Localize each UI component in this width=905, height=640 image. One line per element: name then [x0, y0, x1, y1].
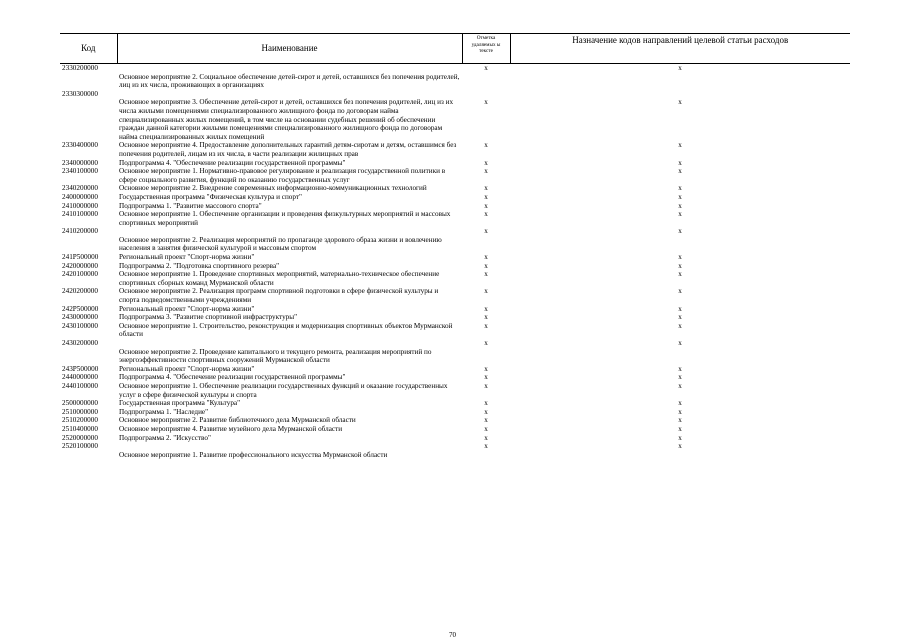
row-flag: x — [484, 304, 488, 313]
row-purpose — [510, 451, 850, 460]
row-purpose: x — [678, 364, 682, 373]
table-row — [60, 236, 850, 253]
row-flag: x — [484, 64, 488, 72]
row-code — [60, 73, 117, 90]
row-flag: x — [484, 253, 488, 262]
page-number: 70 — [449, 631, 456, 639]
row-flag: x — [484, 399, 488, 408]
row-name: Основное мероприятие 1. Обеспечение реализации государственных функций и оказание государственных услуг в сфере физической культуры и спорта — [119, 381, 448, 399]
row-flag: x — [484, 201, 488, 210]
row-code: 2510000000 — [62, 407, 98, 416]
row-flag — [462, 73, 510, 90]
table-row — [60, 202, 850, 211]
table-row — [60, 416, 850, 425]
table-row — [60, 73, 850, 90]
row-flag: x — [484, 416, 488, 425]
table-body — [60, 64, 850, 460]
row-code: 2420200000 — [62, 287, 98, 296]
row-purpose: x — [678, 381, 682, 390]
row-purpose — [510, 348, 850, 365]
table-row — [60, 322, 850, 339]
table-row — [60, 442, 850, 451]
row-purpose: x — [678, 399, 682, 408]
row-flag: x — [484, 287, 488, 296]
row-purpose: x — [678, 253, 682, 262]
row-code: 2410000000 — [62, 201, 98, 210]
row-purpose: x — [678, 261, 682, 270]
row-flag: x — [484, 184, 488, 193]
row-code: 2330400000 — [62, 141, 98, 150]
row-name: Основное мероприятие 4. Предоставление дополнительных гарантий детям-сиротам и детям, оставшимся без попечения родителей, лицам из их числа, в части реализации жилищных прав — [119, 141, 457, 158]
table-row — [60, 287, 850, 304]
table-row — [60, 98, 850, 141]
row-name: Региональный проект "Спорт-норма жизни" — [119, 364, 255, 373]
row-code: 2420100000 — [62, 270, 98, 279]
row-code: 242P500000 — [62, 304, 99, 313]
row-code — [60, 348, 117, 365]
row-purpose: x — [678, 167, 682, 176]
row-purpose: x — [678, 416, 682, 425]
row-flag: x — [484, 261, 488, 270]
row-purpose — [510, 73, 850, 90]
row-code: 2510400000 — [62, 424, 98, 433]
row-name: Государственная программа "Физическая культура и спорт" — [119, 192, 302, 201]
row-code: 241P500000 — [62, 253, 99, 262]
row-purpose — [510, 236, 850, 253]
row-code — [60, 451, 117, 460]
table-row — [60, 313, 850, 322]
row-purpose: x — [678, 339, 682, 347]
row-flag: x — [484, 339, 488, 347]
row-code: 2430200000 — [62, 339, 98, 347]
row-purpose: x — [678, 270, 682, 279]
row-code: 2430000000 — [62, 313, 98, 322]
row-purpose: x — [678, 433, 682, 442]
header-code: Код — [60, 34, 117, 64]
row-purpose: x — [678, 227, 682, 236]
row-name: Основное мероприятие 1. Проведение спортивных мероприятий, материально-техническое обеспечение спортивных сборных команд Мурманской области — [119, 270, 440, 287]
row-flag: x — [484, 167, 488, 176]
row-flag — [462, 236, 510, 253]
row-flag: x — [484, 407, 488, 416]
row-flag: x — [484, 158, 488, 167]
row-purpose: x — [678, 313, 682, 322]
table-row — [60, 365, 850, 374]
row-name: Подпрограмма 2. "Искусство" — [119, 433, 211, 442]
table-row — [60, 451, 850, 460]
row-name: Подпрограмма 1. "Наследие" — [119, 407, 209, 416]
table-row — [60, 159, 850, 168]
row-purpose: x — [678, 373, 682, 382]
row-flag: x — [484, 381, 488, 390]
row-name: Основное мероприятие 2. Социальное обеспечение детей-сирот и детей, оставшихся без попечения родителей, лиц из их числа, проживающих в организациях — [119, 72, 460, 90]
row-purpose: x — [678, 201, 682, 210]
row-name: Подпрограмма 2. "Подготовка спортивного резерва" — [119, 261, 280, 270]
row-code: 2430100000 — [62, 321, 98, 330]
row-code — [60, 98, 117, 141]
row-purpose: x — [678, 287, 682, 296]
row-name: Государственная программа "Культура" — [119, 399, 241, 408]
row-name — [117, 442, 462, 451]
table-row — [60, 227, 850, 236]
row-name: Подпрограмма 4. "Обеспечение реализации государственной программы" — [119, 158, 346, 167]
row-purpose: x — [678, 98, 682, 107]
row-name: Основное мероприятие 1. Развитие профессионального искусства Мурманской области — [119, 450, 388, 459]
table-row — [60, 141, 850, 158]
row-flag: x — [484, 373, 488, 382]
row-name: Основное мероприятие 1. Строительство, реконструкция и модернизация спортивных объектов Мурманской области — [119, 321, 453, 339]
row-flag: x — [484, 98, 488, 107]
row-flag — [462, 451, 510, 460]
table-row — [60, 434, 850, 443]
row-name: Основное мероприятие 2. Внедрение современных информационно-коммуникационных технологий — [119, 184, 427, 193]
row-name: Основное мероприятие 3. Обеспечение детей-сирот и детей, оставшихся без попечения родителей, лиц из их числа жилыми помещениями специализированного жилищного фонда по договорам найма специализированных жилых помещений, в том числе на основании судебных решений об обеспечении граждан данной категории жилыми помещениями специализированного жилищного фонда по договорам найма специализированных жилых помещений — [119, 98, 454, 141]
row-name: Основное мероприятие 2. Реализация программ спортивной подготовки в сфере физической культуры и спорта подведомственными учреждениями — [119, 287, 439, 305]
row-purpose: x — [678, 192, 682, 201]
table-row — [60, 193, 850, 202]
row-flag: x — [484, 210, 488, 219]
row-flag: x — [484, 141, 488, 150]
header-flag: Отметка удаляемых ы тексте — [462, 34, 510, 64]
row-flag: x — [484, 270, 488, 279]
table-row — [60, 210, 850, 227]
row-purpose: x — [678, 210, 682, 219]
row-name: Подпрограмма 3. "Развитие спортивной инфраструктуры" — [119, 313, 298, 322]
header-name: Наименование — [117, 34, 462, 64]
row-code: 2510200000 — [62, 416, 98, 425]
table-row — [60, 90, 850, 99]
row-name: Подпрограмма 1. "Развитие массового спорта" — [119, 201, 262, 210]
table-row — [60, 270, 850, 287]
row-flag: x — [484, 424, 488, 433]
row-name: Основное мероприятие 1. Обеспечение организации и проведения физкультурных мероприятий и массовых спортивных мероприятий — [119, 210, 451, 227]
table-row — [60, 373, 850, 382]
row-flag: x — [484, 321, 488, 330]
row-code: 2400000000 — [62, 192, 98, 201]
row-code: 2410200000 — [62, 227, 98, 236]
row-code: 243P500000 — [62, 364, 99, 373]
row-code: 2340000000 — [62, 158, 98, 167]
table-row — [60, 305, 850, 314]
row-purpose: x — [678, 442, 682, 451]
row-code: 2340200000 — [62, 184, 98, 193]
row-code: 2520100000 — [62, 442, 98, 451]
row-flag: x — [484, 192, 488, 201]
row-name: Основное мероприятие 2. Реализация мероприятий по пропаганде здорового образа жизни и вовлечению населения в занятия физической культурой и массовым спортом — [119, 235, 442, 253]
table-row — [60, 399, 850, 408]
row-purpose: x — [678, 424, 682, 433]
row-name: Региональный проект "Спорт-норма жизни" — [119, 304, 255, 313]
row-code: 2520000000 — [62, 433, 98, 442]
row-name — [117, 90, 462, 99]
row-flag: x — [484, 433, 488, 442]
row-flag — [462, 348, 510, 365]
row-name — [117, 227, 462, 236]
row-purpose: x — [678, 141, 682, 150]
row-name: Региональный проект "Спорт-норма жизни" — [119, 253, 255, 262]
table-row — [60, 425, 850, 434]
row-code: 2330300000 — [62, 89, 98, 98]
row-code: 2410100000 — [62, 210, 98, 219]
row-code: 2440000000 — [62, 373, 98, 382]
row-purpose: x — [678, 64, 682, 72]
row-code: 2420000000 — [62, 261, 98, 270]
row-flag: x — [484, 364, 488, 373]
row-name: Основное мероприятие 2. Развитие библиотечного дела Мурманской области — [119, 416, 356, 425]
row-name — [117, 64, 462, 73]
row-name: Основное мероприятие 1. Нормативно-правовое регулирование и реализация государственной политики в сфере социального развития, функций по оказанию государственных услуг — [119, 167, 446, 184]
row-name: Основное мероприятие 2. Проведение капитального и текущего ремонта, реализация мероприятий по энергоэффективности спортивных сооружений Мурманской области — [119, 347, 432, 365]
row-code: 2340100000 — [62, 167, 98, 176]
row-flag: x — [484, 313, 488, 322]
header-purpose: Назначение кодов направлений целевой статьи расходов — [510, 34, 850, 64]
table-header-row — [60, 34, 850, 64]
row-purpose: x — [678, 158, 682, 167]
budget-codes-table — [60, 33, 850, 459]
table-row — [60, 184, 850, 193]
table-row — [60, 253, 850, 262]
row-flag — [462, 90, 510, 99]
table-row — [60, 382, 850, 399]
row-purpose: x — [678, 321, 682, 330]
row-flag: x — [484, 227, 488, 236]
row-purpose: x — [678, 304, 682, 313]
row-purpose: x — [678, 184, 682, 193]
table-row — [60, 262, 850, 271]
row-purpose — [510, 90, 850, 99]
row-code — [60, 236, 117, 253]
row-name: Основное мероприятие 4. Развитие музейного дела Мурманской области — [119, 424, 343, 433]
row-code: 2330200000 — [62, 64, 98, 72]
row-purpose: x — [678, 407, 682, 416]
row-flag: x — [484, 442, 488, 451]
table-row — [60, 167, 850, 184]
table-row — [60, 408, 850, 417]
table-row — [60, 348, 850, 365]
row-code: 2500000000 — [62, 399, 98, 408]
table-row — [60, 339, 850, 348]
table-row — [60, 64, 850, 73]
row-code: 2440100000 — [62, 381, 98, 390]
row-name: Подпрограмма 4. "Обеспечение реализации государственной программы" — [119, 373, 346, 382]
row-name — [117, 339, 462, 348]
